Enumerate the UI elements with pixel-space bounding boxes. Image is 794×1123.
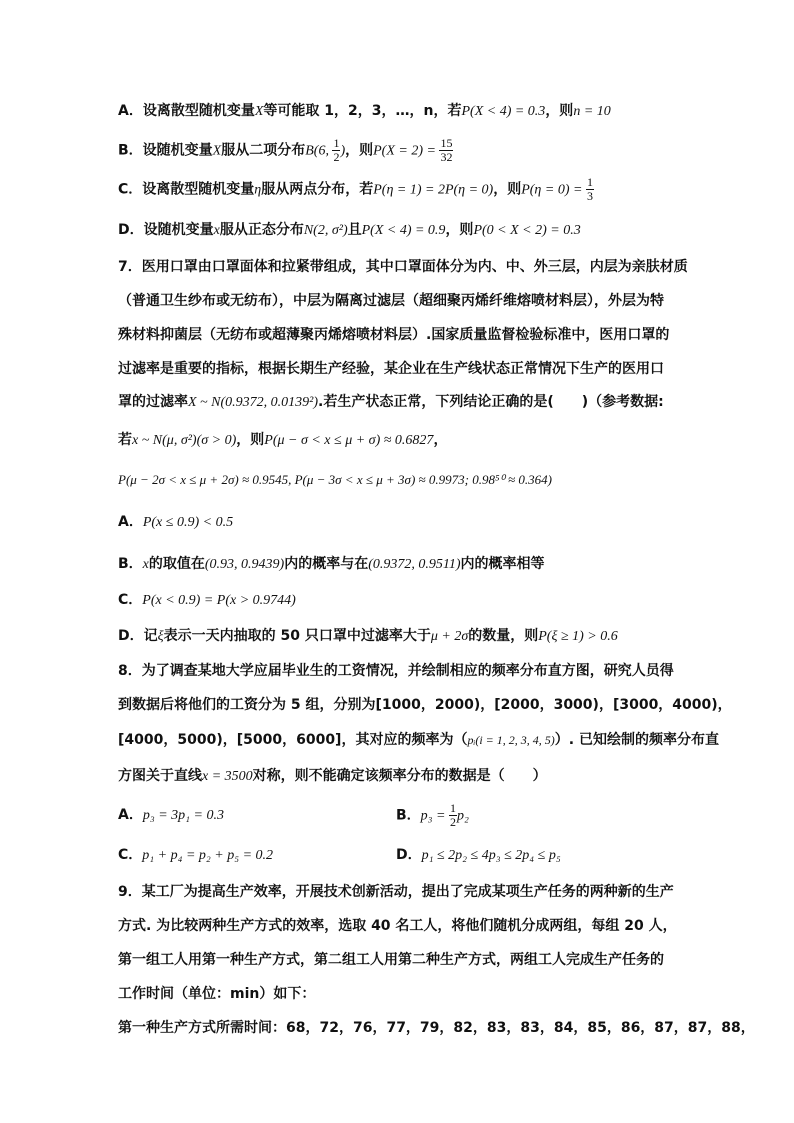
q7-option-d: D．记ξ表示一天内抽取的 50 只口罩中过滤率大于μ + 2σ的数量，则P(ξ ≥ 1) > 0.6 [118,628,618,644]
fraction: $\frac{1}{2}$ [333,136,340,164]
q7-option-a: A．P(x ≤ 0.9) < 0.5 [118,514,234,530]
q8-stem-line-2: 到数据后将他们的工资分为 5 组，分别为[1000，2000)，[2000，3000)，[3000，4000)， [118,697,732,713]
q8-stem-line-3: [4000，5000)，[5000，6000]，其对应的频率为（pᵢ(i = 1, 2, 3, 4, 5)）. 已知绘制的频率分布直 [118,732,719,748]
q8-stem-line-4: 方图关于直线x = 3500对称，则不能确定该频率分布的数据是（ ） [118,768,547,784]
q6-option-c: C．设离散型随机变量η服从两点分布，若P(η = 1) = 2P(η = 0)，则P(η = 0) = $\frac{1}{3}$ [118,175,593,203]
q9-stem-line-4: 工作时间（单位：min）如下： [118,986,316,1002]
q8-options-row-1 [118,802,684,829]
q8-option-c: C．p₁ + p₄ = p₂ + p₅ = 0.2 [118,847,274,863]
q8-option-d: D．p₁ ≤ 2p₂ ≤ 4p₃ ≤ 2p₄ ≤ p₅ [396,847,561,863]
q8-options-row-2 [118,845,684,866]
q8-option-a: A．p₃ = 3p₁ = 0.3 [118,807,224,823]
q7-stem-line-3: 殊材料抑菌层（无纺布或超薄聚丙烯熔喷材料层）.国家质量监督检验标准中，医用口罩的 [118,327,670,343]
q6-option-d: D．设随机变量x服从正态分布N(2, σ²)且P(X < 4) = 0.9，则P(0 < X < 2) = 0.3 [118,222,581,238]
q7-stem-line-5: 罩的过滤率X ~ N(0.9372, 0.0139²).若生产状态正常，下列结论正确的是( )（参考数据: [118,394,664,410]
q9-stem-line-2: 方式. 为比较两种生产方式的效率，选取 40 名工人，将他们随机分成两组，每组 20 人， [118,918,677,934]
q7-stem-line-4: 过滤率是重要的指标，根据长期生产经验，某企业在生产线状态正常情况下生产的医用口 [118,361,664,377]
fraction: $\frac{1}{2}$ [450,801,456,829]
q7-reference-line-2: P(μ − 2σ < x ≤ μ + 2σ) ≈ 0.9545, P(μ − 3σ < x ≤ μ + 3σ) ≈ 0.9973; 0.98⁵⁰ ≈ 0.364) [118,472,552,487]
q9-stem-line-5: 第一种生产方式所需时间：68，72，76，77，79，82，83，83，84，85，86，87，87，88， [118,1020,755,1036]
q9-stem-line-1: 9．某工厂为提高生产效率，开展技术创新活动，提出了完成某项生产任务的两种新的生产 [118,884,674,900]
q7-reference-line-1: 若x ~ N(μ, σ²)(σ > 0)，则P(μ − σ < x ≤ μ + σ) ≈ 0.6827， [118,432,448,448]
q6-option-a: A．设离散型随机变量X等可能取 1，2，3，…，n，若P(X < 4) = 0.3，则n = 10 [118,103,611,119]
q7-stem-line-2: （普通卫生纱布或无纺布），中层为隔离过滤层（超细聚丙烯纤维熔喷材料层），外层为特 [118,293,664,309]
q8-option-b: B．p₃ = $\frac{1}{2}$ p₂ [396,801,469,829]
q7-stem-line-1: 7．医用口罩由口罩面体和拉紧带组成，其中口罩面体分为内、中、外三层，内层为亲肤材质 [118,259,688,275]
fraction: $\frac{15}{32}$ [440,136,453,164]
fraction: $\frac{1}{3}$ [586,175,593,203]
q7-option-b: B．x的取值在(0.93, 0.9439)内的概率与在(0.9372, 0.9511)内的概率相等 [118,556,545,572]
q6-option-b: B．设随机变量X服从二项分布B(6, $\frac{1}{2}$ )，则P(X = 2) = $\frac{15}{32}$ [118,136,453,164]
q9-stem-line-3: 第一组工人用第一种生产方式，第二组工人用第二种生产方式，两组工人完成生产任务的 [118,952,664,968]
q7-option-c: C．P(x < 0.9) = P(x > 0.9744) [118,592,296,608]
q8-stem-line-1: 8．为了调查某地大学应届毕业生的工资情况，并绘制相应的频率分布直方图，研究人员得 [118,663,674,679]
